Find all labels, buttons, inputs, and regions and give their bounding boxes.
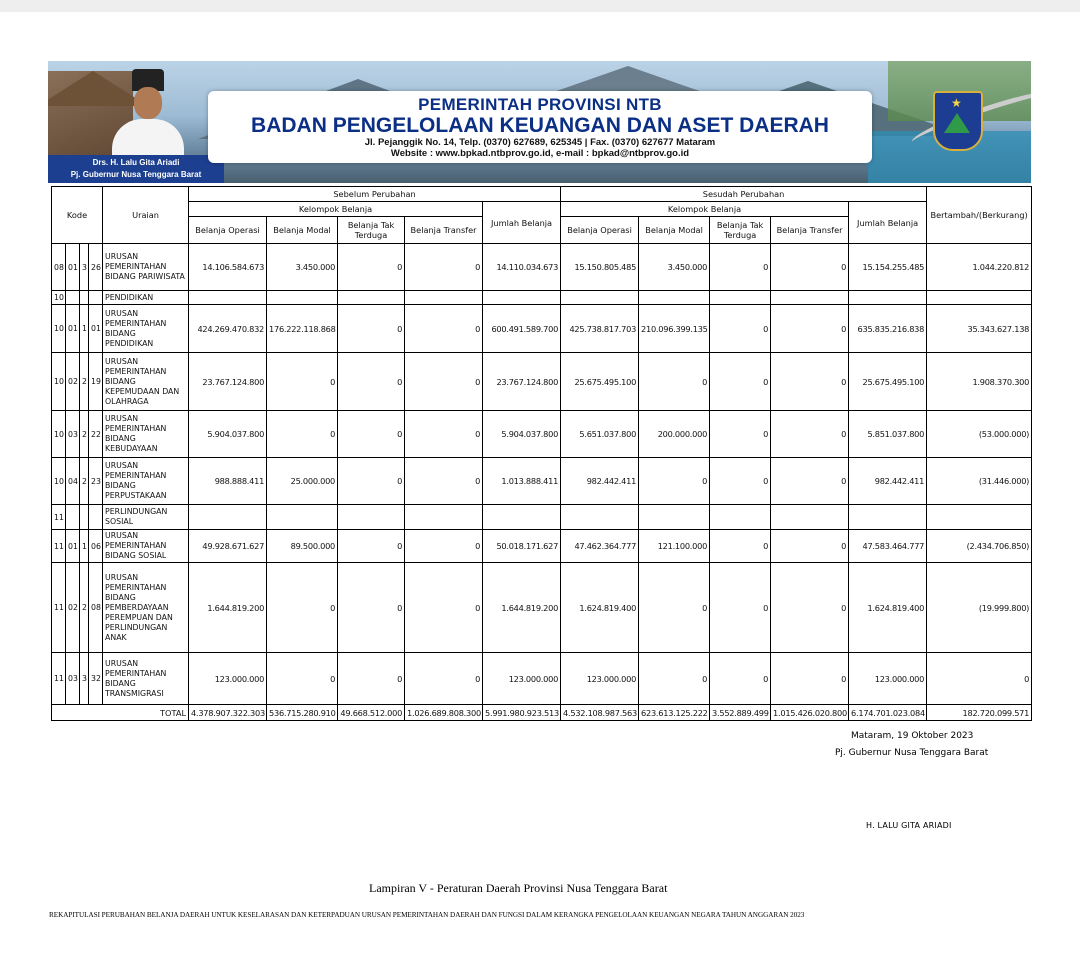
value-cell [771,291,849,305]
kode-cell: 11 [52,505,66,530]
value-cell: 0 [710,305,771,353]
table-row [52,653,1032,705]
table-row [52,530,1032,563]
value-cell: 1.044.220.812 [927,244,1032,291]
kode-cell: 22 [89,411,103,458]
value-cell: 0 [338,653,405,705]
header-sebelum: Sebelum Perubahan [189,187,561,202]
kode-cell: 06 [89,530,103,563]
value-cell: 121.100.000 [639,530,710,563]
value-cell: 0 [405,653,483,705]
kode-cell: 10 [52,353,66,411]
category-row [52,291,1032,305]
value-cell [483,291,561,305]
kode-cell: 10 [52,411,66,458]
value-cell: 1.644.819.200 [483,563,561,653]
value-cell: 0 [267,353,338,411]
kode-cell: 08 [89,563,103,653]
value-cell [849,291,927,305]
header-operasi-sebelum: Belanja Operasi [189,217,267,244]
kode-cell: 03 [66,411,80,458]
kode-cell: 2 [80,353,89,411]
value-cell: 0 [267,411,338,458]
province-emblem-icon: ★ [933,91,983,151]
header-operasi-sesudah: Belanja Operasi [561,217,639,244]
value-cell: 1.908.370.300 [927,353,1032,411]
value-cell [338,505,405,530]
value-cell: 1.624.819.400 [561,563,639,653]
kode-cell [80,291,89,305]
kode-cell: 03 [66,653,80,705]
total-row [52,705,1032,721]
header-tak-terduga-sebelum: Belanja Tak Terduga [338,217,405,244]
top-bar [0,0,1080,12]
value-cell: 0 [338,530,405,563]
value-cell: 0 [771,411,849,458]
kode-cell: 01 [66,244,80,291]
value-cell: 424.269.470.832 [189,305,267,353]
value-cell: 0 [771,563,849,653]
value-cell: 0 [771,458,849,505]
rekapitulasi-title: REKAPITULASI PERUBAHAN BELANJA DAERAH UNTUK KESELARASAN DAN KETERPADUAN URUSAN PEMERINTAHAN DAERAH DAN FUNGSI DALAM KERANGKA PENGELOLAAN KEUANGAN NEGARA TAHUN ANGGARAN 2023 [49,911,805,919]
header-jumlah-sesudah: Jumlah Belanja [849,202,927,244]
value-cell: 0 [338,458,405,505]
value-cell: 0 [639,353,710,411]
value-cell: 0 [710,653,771,705]
kode-cell [89,505,103,530]
value-cell: 35.343.627.138 [927,305,1032,353]
lampiran-caption: Lampiran V - Peraturan Daerah Provinsi Nusa Tenggara Barat [369,881,668,895]
value-cell: 0 [771,353,849,411]
kode-cell: 10 [52,305,66,353]
value-cell: (31.446.000) [927,458,1032,505]
value-cell: 0 [405,411,483,458]
value-cell [710,505,771,530]
value-cell: 0 [710,244,771,291]
kode-cell: 02 [66,563,80,653]
value-cell [771,505,849,530]
value-cell: 5.851.037.800 [849,411,927,458]
value-cell [189,291,267,305]
header-banner [48,61,1031,183]
value-cell [849,505,927,530]
kode-cell [66,505,80,530]
uraian-cell: URUSAN PEMERINTAHAN BIDANG PARIWISATA [103,244,189,291]
signature-place-date: Mataram, 19 Oktober 2023 [851,731,974,741]
header-kelompok-sesudah: Kelompok Belanja [561,202,849,217]
agency-address: Jl. Pejanggik No. 14, Telp. (0370) 627689, 625345 | Fax. (0370) 627677 Mataram [364,137,716,148]
value-cell: 0 [405,244,483,291]
value-cell: 635.835.216.838 [849,305,927,353]
value-cell: 123.000.000 [849,653,927,705]
total-cell: 1.015.426.020.800 [771,705,849,721]
value-cell: 0 [771,305,849,353]
value-cell: 982.442.411 [849,458,927,505]
value-cell [267,291,338,305]
value-cell [189,505,267,530]
table-row [52,305,1032,353]
uraian-cell: URUSAN PEMERINTAHAN BIDANG KEPEMUDAAN DAN OLAHRAGA [103,353,189,411]
table-body [52,244,1032,705]
kode-cell: 04 [66,458,80,505]
value-cell: 0 [338,244,405,291]
value-cell: 5.651.037.800 [561,411,639,458]
kode-cell: 3 [80,244,89,291]
total-cell: 5.991.980.923.513 [483,705,561,721]
value-cell: 0 [710,458,771,505]
value-cell: 0 [771,244,849,291]
value-cell: 0 [710,353,771,411]
table-row [52,353,1032,411]
value-cell: 0 [338,353,405,411]
value-cell: 0 [405,563,483,653]
total-label: TOTAL [52,705,189,721]
value-cell: 982.442.411 [561,458,639,505]
value-cell: 0 [639,458,710,505]
value-cell: 123.000.000 [483,653,561,705]
value-cell [405,505,483,530]
governor-photo [108,65,188,169]
value-cell: 5.904.037.800 [189,411,267,458]
value-cell: 1.013.888.411 [483,458,561,505]
header-modal-sesudah: Belanja Modal [639,217,710,244]
agency-website: Website : www.bpkad.ntbprov.go.id, e-mail : bpkad@ntbprov.go.id [390,148,690,159]
value-cell: 0 [710,530,771,563]
kode-cell: 10 [52,291,66,305]
kode-cell: 2 [80,563,89,653]
value-cell: 25.675.495.100 [849,353,927,411]
value-cell: 988.888.411 [189,458,267,505]
governor-name-tag [48,155,224,183]
value-cell: 3.450.000 [639,244,710,291]
value-cell: 0 [405,458,483,505]
value-cell: 0 [771,653,849,705]
kode-cell: 11 [52,563,66,653]
value-cell: 0 [267,653,338,705]
value-cell: 5.904.037.800 [483,411,561,458]
category-row [52,505,1032,530]
value-cell: 1.644.819.200 [189,563,267,653]
kode-cell: 01 [89,305,103,353]
signature-role: Pj. Gubernur Nusa Tenggara Barat [835,748,989,758]
value-cell [338,291,405,305]
value-cell: 0 [771,530,849,563]
value-cell: 0 [405,305,483,353]
total-cell: 6.174.701.023.084 [849,705,927,721]
value-cell: 425.738.817.703 [561,305,639,353]
value-cell [710,291,771,305]
table-row [52,244,1032,291]
kode-cell: 08 [52,244,66,291]
table-row [52,411,1032,458]
kode-cell [66,291,80,305]
value-cell: 47.583.464.777 [849,530,927,563]
header-jumlah-sebelum: Jumlah Belanja [483,202,561,244]
value-cell: 0 [710,563,771,653]
value-cell: 176.222.118.868 [267,305,338,353]
value-cell: 210.096.399.135 [639,305,710,353]
total-cell: 49.668.512.000 [338,705,405,721]
value-cell: 0 [927,653,1032,705]
value-cell: 0 [639,653,710,705]
total-cell: 182.720.099.571 [927,705,1032,721]
value-cell: (19.999.800) [927,563,1032,653]
header-uraian: Uraian [103,187,189,244]
uraian-cell: URUSAN PEMERINTAHAN BIDANG PENDIDIKAN [103,305,189,353]
value-cell: 15.154.255.485 [849,244,927,291]
table-row [52,563,1032,653]
kode-cell: 02 [66,353,80,411]
government-title: PEMERINTAH PROVINSI NTB [418,95,662,114]
value-cell [561,505,639,530]
governor-name: Drs. H. Lalu Gita Ariadi [92,158,180,167]
value-cell: (53.000.000) [927,411,1032,458]
kode-cell: 1 [80,305,89,353]
value-cell [561,291,639,305]
uraian-cell: PENDIDIKAN [103,291,189,305]
value-cell [927,291,1032,305]
value-cell: 0 [405,353,483,411]
uraian-cell: URUSAN PEMERINTAHAN BIDANG SOSIAL [103,530,189,563]
value-cell: 600.491.589.700 [483,305,561,353]
total-cell: 3.552.889.499 [710,705,771,721]
kode-cell [80,505,89,530]
kode-cell: 10 [52,458,66,505]
value-cell [483,505,561,530]
kode-cell: 11 [52,653,66,705]
governor-title: Pj. Gubernur Nusa Tenggara Barat [70,170,202,179]
value-cell: 15.150.805.485 [561,244,639,291]
value-cell: 0 [338,305,405,353]
uraian-cell: URUSAN PEMERINTAHAN BIDANG KEBUDAYAAN [103,411,189,458]
kode-cell: 3 [80,653,89,705]
kode-cell: 11 [52,530,66,563]
header-kode: Kode [52,187,103,244]
kode-cell [89,291,103,305]
uraian-cell: URUSAN PEMERINTAHAN BIDANG TRANSMIGRASI [103,653,189,705]
value-cell [639,505,710,530]
value-cell [267,505,338,530]
value-cell [927,505,1032,530]
value-cell: 1.624.819.400 [849,563,927,653]
value-cell: (2.434.706.850) [927,530,1032,563]
header-transfer-sesudah: Belanja Transfer [771,217,849,244]
kode-cell: 01 [66,305,80,353]
value-cell: 47.462.364.777 [561,530,639,563]
kode-cell: 19 [89,353,103,411]
value-cell: 3.450.000 [267,244,338,291]
value-cell: 49.928.671.627 [189,530,267,563]
header-bertambah: Bertambah/(Berkurang) [927,187,1032,244]
value-cell: 123.000.000 [561,653,639,705]
total-cell: 536.715.280.910 [267,705,338,721]
value-cell: 0 [338,411,405,458]
value-cell: 23.767.124.800 [189,353,267,411]
header-tak-terduga-sesudah: Belanja Tak Terduga [710,217,771,244]
uraian-cell: URUSAN PEMERINTAHAN BIDANG PEMBERDAYAAN PEREMPUAN DAN PERLINDUNGAN ANAK [103,563,189,653]
header-transfer-sebelum: Belanja Transfer [405,217,483,244]
value-cell: 0 [338,563,405,653]
value-cell: 0 [267,563,338,653]
value-cell: 89.500.000 [267,530,338,563]
value-cell: 23.767.124.800 [483,353,561,411]
uraian-cell: PERLINDUNGAN SOSIAL [103,505,189,530]
value-cell: 0 [405,530,483,563]
header-kelompok-sebelum: Kelompok Belanja [189,202,483,217]
kode-cell: 2 [80,411,89,458]
value-cell [405,291,483,305]
total-cell: 4.378.907.322.303 [189,705,267,721]
signature-name: H. LALU GITA ARIADI [866,821,952,830]
budget-table [51,186,1032,721]
value-cell: 50.018.171.627 [483,530,561,563]
kode-cell: 1 [80,530,89,563]
agency-title: BADAN PENGELOLAAN KEUANGAN DAN ASET DAERAH [251,114,829,137]
value-cell: 14.106.584.673 [189,244,267,291]
value-cell: 0 [710,411,771,458]
kode-cell: 32 [89,653,103,705]
kode-cell: 26 [89,244,103,291]
uraian-cell: URUSAN PEMERINTAHAN BIDANG PERPUSTAKAAN [103,458,189,505]
value-cell: 123.000.000 [189,653,267,705]
value-cell: 14.110.034.673 [483,244,561,291]
header-sesudah: Sesudah Perubahan [561,187,927,202]
kode-cell: 23 [89,458,103,505]
header-modal-sebelum: Belanja Modal [267,217,338,244]
kode-cell: 01 [66,530,80,563]
total-cell: 623.613.125.222 [639,705,710,721]
value-cell: 25.675.495.100 [561,353,639,411]
agency-title-panel [208,91,872,163]
value-cell: 25.000.000 [267,458,338,505]
total-cell: 1.026.689.808.300 [405,705,483,721]
total-cell: 4.532.108.987.563 [561,705,639,721]
value-cell: 0 [639,563,710,653]
value-cell: 200.000.000 [639,411,710,458]
value-cell [639,291,710,305]
kode-cell: 2 [80,458,89,505]
table-row [52,458,1032,505]
